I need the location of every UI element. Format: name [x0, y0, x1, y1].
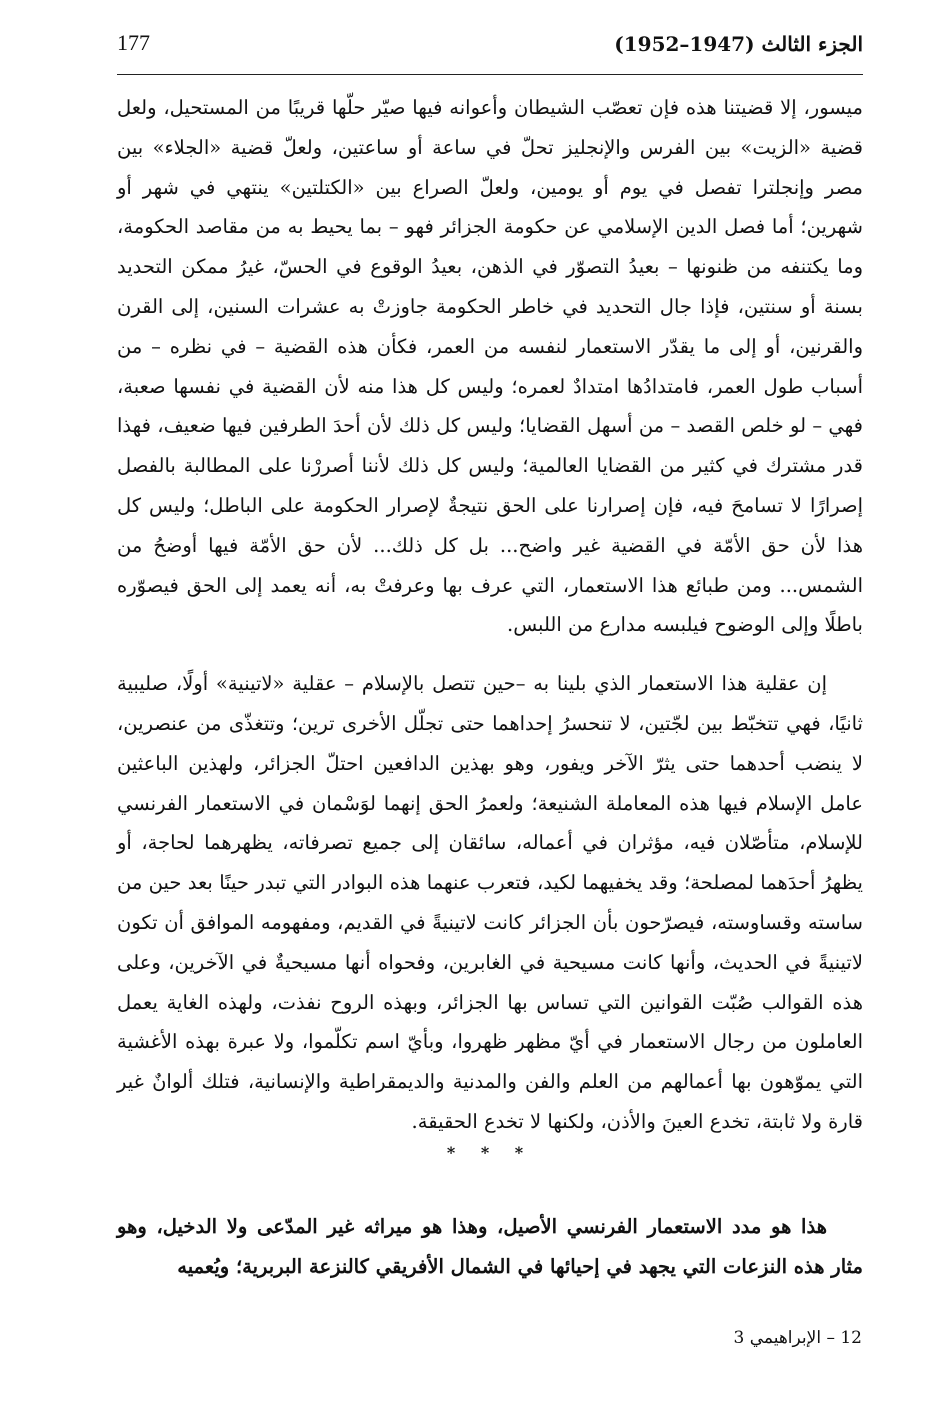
body-text: [117, 88, 863, 1142]
paragraph-2: إن عقلية هذا الاستعمار الذي بلينا به –حين تتصل بالإسلام – عقلية «لاتينية» أولًا، صليبية ثانيًا، فهي تتخبّط بين لجّتين، لا تنحسرُ إحداهما حتى تجلّل الأخرى ترين؛ وتتغذّى من عنصرين، لا ينضب أحدهما حتى يثرّ الآخر ويفور، وهو بهذين الدافعين احتلّ الجزائر، ولهذين الباعثين عامل الإسلام فيها هذه المعاملة الشنيعة؛ ولعمرُ الحق إنهما لوَسْمان في الاستعمار الفرنسي للإسلام، متأصّلان فيه، مؤثران في أعماله، سائقان إلى جميع تصرفاته، يظهرهما لحاجة، أو يظهرُ أحدَهما لمصلحة؛ وقد يخفيهما لكيد، فتعرب عنهما هذه البوادر التي تبدر حينًا بعد حين من ساسته وقساوسته، فيصرّحون بأن الجزائر كانت لاتينيةً في القديم، ومفهومه الموافق أن تكون لاتينيةً في الحديث، وأنها كانت مسيحية في الغابرين، وفحواه أنها مسيحيةٌ في الآخرين، وعلى هذه القوالب صُبّت القوانين التي تساس بها الجزائر، وبهذه الروح نفذت، ولهذه الغاية يعمل العاملون من رجال الاستعمار في أيّ مظهر ظهروا، وبأيّ اسم تكلّموا، ولا عبرة بهذه الأغشية التي يموّهون بها أعمالهم من العلم والفن والمدنية والديمقراطية والإنسانية، فتلك ألوانٌ غير قارة ولا ثابتة، تخدع العينَ والأذن، ولكنها لا تخدع الحقيقة.: [117, 672, 863, 1133]
paragraph-1: ميسور، إلا قضيتنا هذه فإن تعصّب الشيطان وأعوانه فيها صيّر حلّها قريبًا من المستحيل، ولعل قضية «الزيت» بين الفرس والإنجليز تحلّ في ساعة أو ساعتين، ولعلّ قضية «الجلاء» بين مصر وإنجلترا تفصل في يوم أو يومين، ولعلّ الصراع بين «الكتلتين» ينتهي في شهر أو شهرين؛ أما فصل الدين الإسلامي عن حكومة الجزائر فهو – بما يحيط به من مقاصد الحكومة، وما يكتنفه من ظنونها – بعيدُ التصوّر في الذهن، بعيدُ الوقوع في الحسّ، غيرُ ممكن التحديد بسنة أو سنتين، فإذا جال التحديد في خاطر الحكومة جاوزتْ به عشرات السنين، إلى القرن والقرنين، أو إلى ما يقدّر الاستعمار لنفسه من العمر، فكأن هذه القضية – في نظره – من أسباب طول العمر، فامتدادُها امتدادٌ لعمره؛ وليس كل هذا منه لأن القضية في نفسها صعبة، فهي – لو خلص القصد – من أسهل القضايا؛ وليس كل ذلك لأن أحدَ الطرفين فيها ضعيف، فهذا قدر مشترك في كثير من القضايا العالمية؛ وليس كل ذلك لأننا أصررْنا على المطالبة بالفصل إصرارًا لا تسامحَ فيه، فإن إصرارنا على الحق نتيجةٌ لإصرار الحكومة على الباطل؛ وليس كل هذا لأن حق الأمّة في القضية غير واضح... بل كل ذلك... لأن حق الأمّة فيها أوضحُ من الشمس... ومن طبائع هذا الاستعمار، التي عرف بها وعرفتْ به، أنه يعمد إلى الحق فيصوّره باطلًا وإلى الوضوح فيلبسه مدارع من اللبس.: [117, 96, 863, 637]
section-separator: * * *: [446, 1143, 534, 1162]
page-header: [117, 26, 863, 75]
running-title: الجزء الثالث (1947–1952): [614, 32, 863, 56]
paragraph-3: هذا هو مدد الاستعمار الفرنسي الأصيل، وهذا هو ميراثه غير المدّعى ولا الدخيل، وهو مثار هذه النزعات التي يجهد في إحيائها في الشمال الأفريقي كالنزعة البربرية؛ ويُعميه: [117, 1215, 863, 1278]
page-number: 177: [117, 30, 150, 55]
signature-footer: 12 – الإبراهيمي 3: [733, 1328, 862, 1348]
